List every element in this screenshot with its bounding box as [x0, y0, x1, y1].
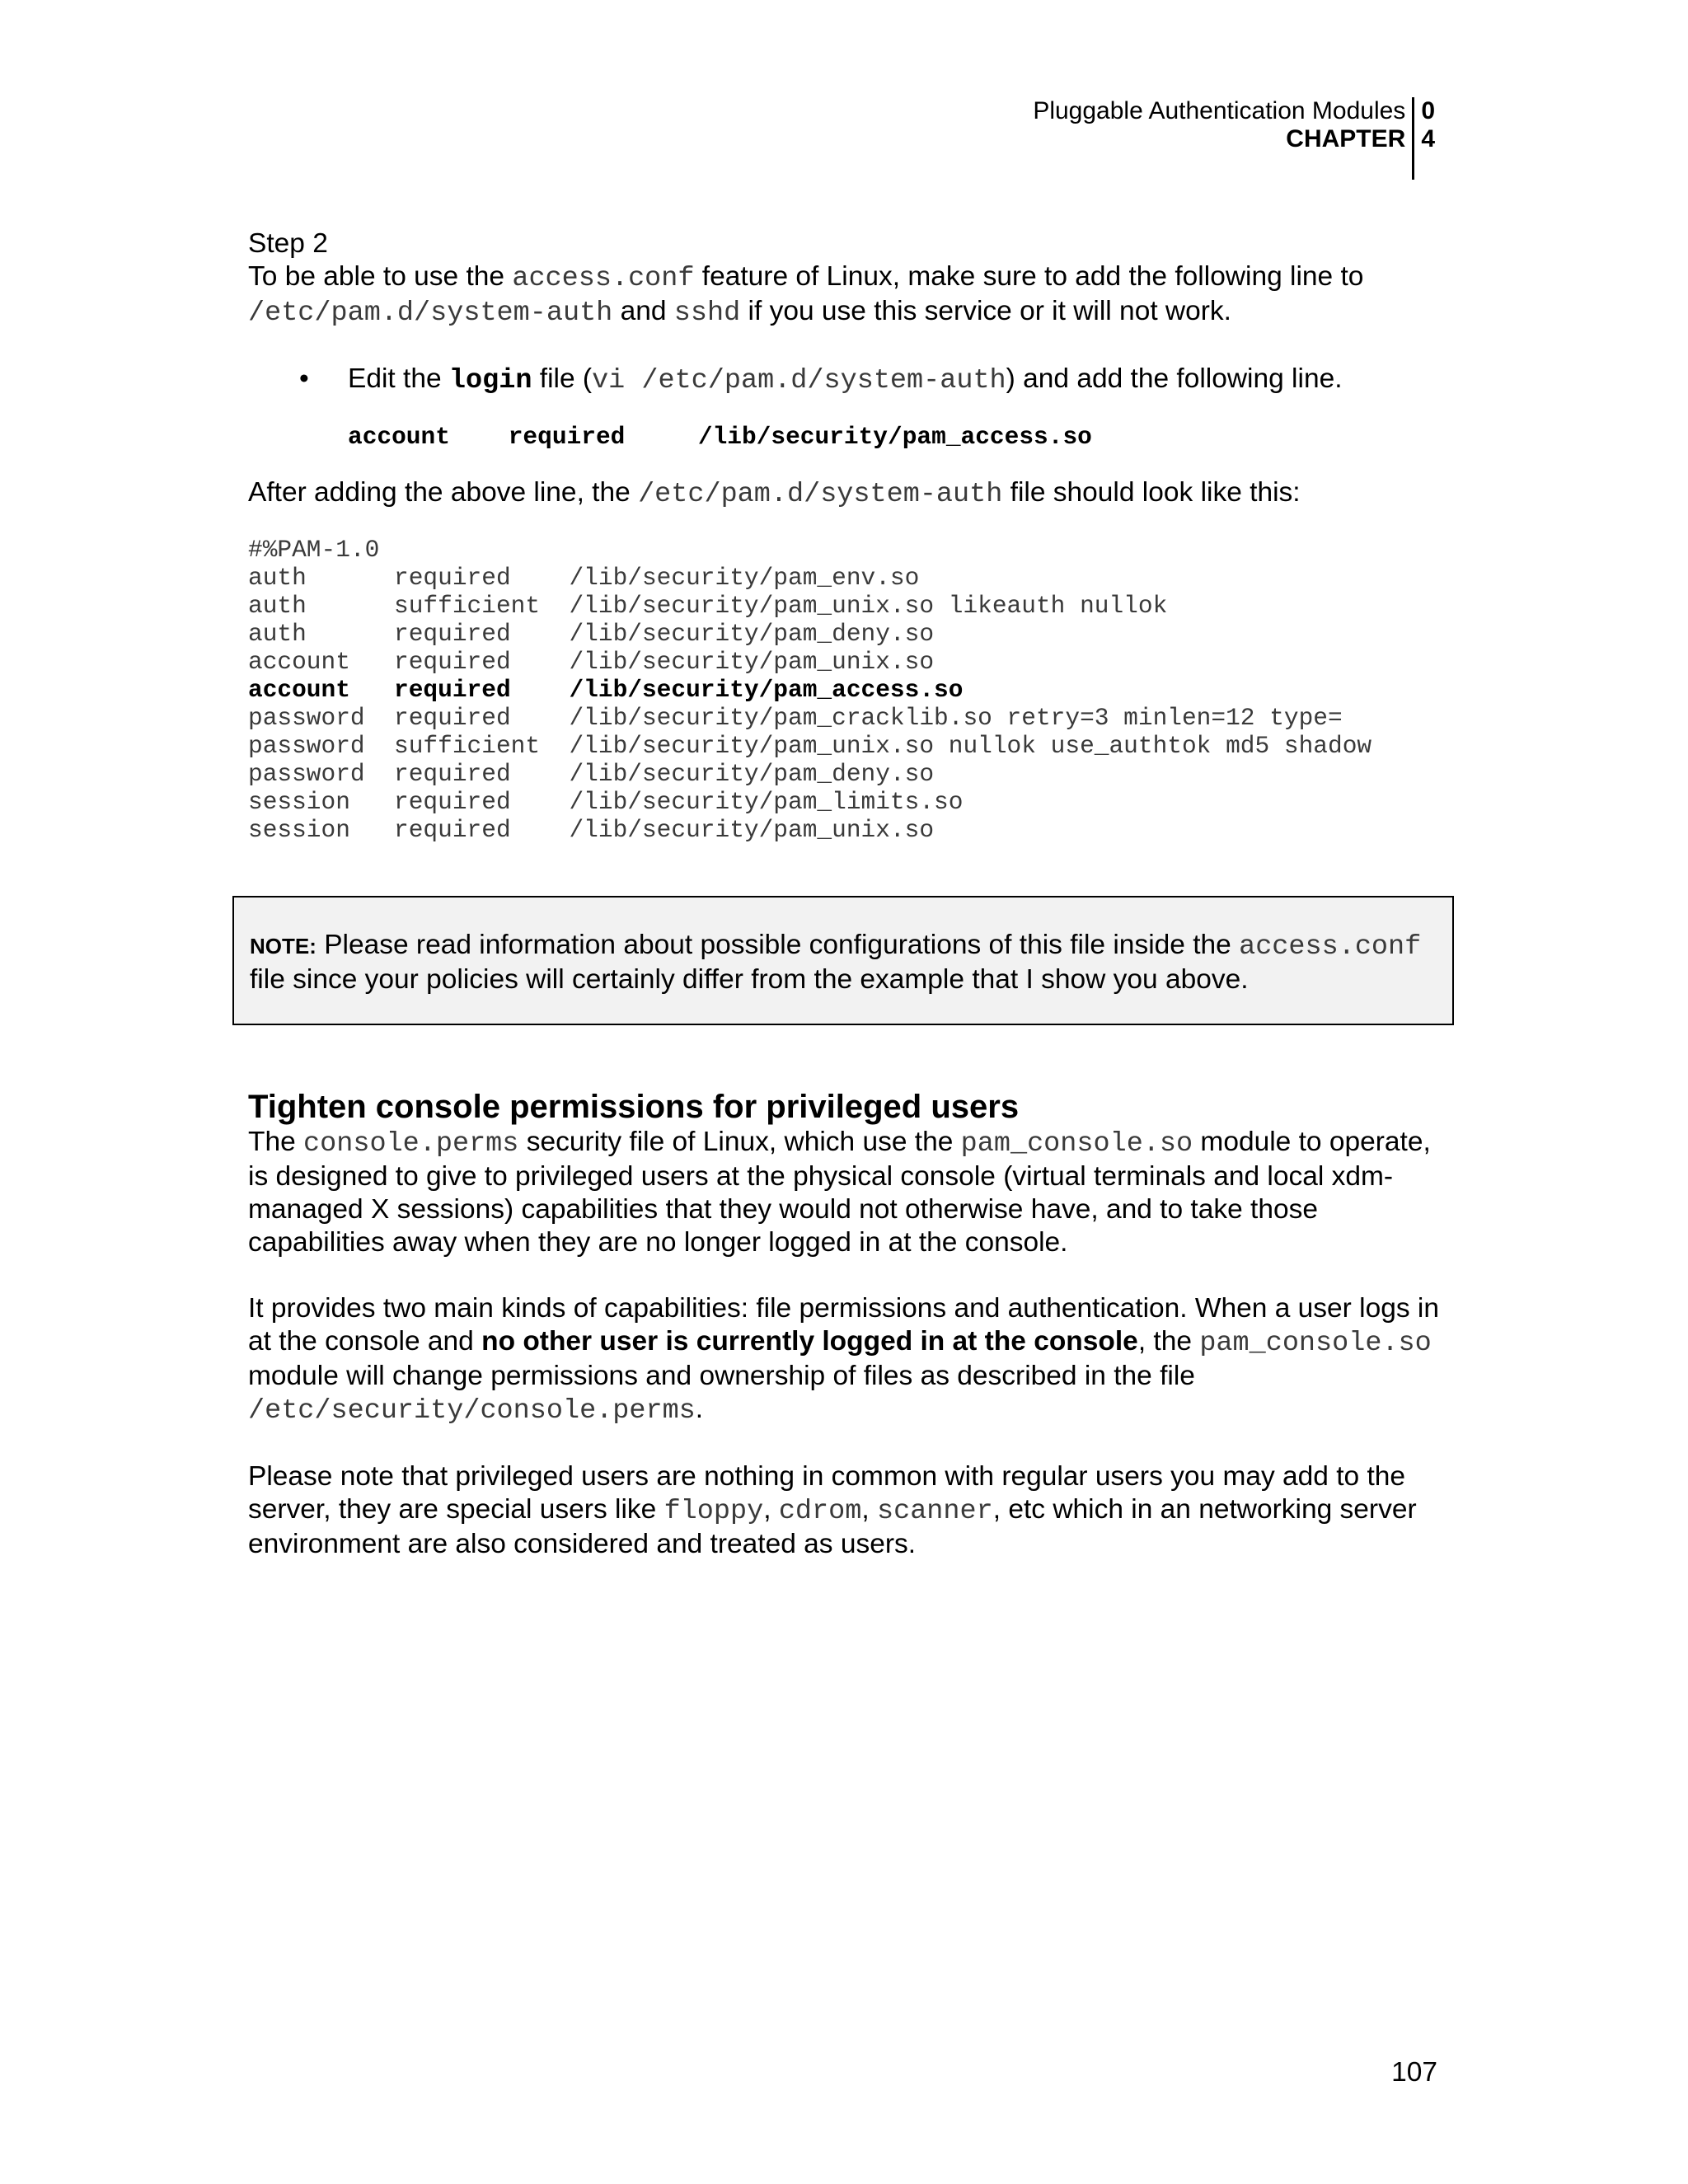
listing-line: password sufficient /lib/security/pam_unix.so nullok use_authtok md5 shadow: [248, 732, 1372, 760]
chapter-digit-2: 4: [1421, 125, 1435, 152]
listing-line: session required /lib/security/pam_limits.so: [248, 788, 964, 816]
after-text: After adding the above line, the /etc/pam.d/system-auth file should look like this:: [248, 477, 1301, 510]
listing-line-highlighted: account required /lib/security/pam_access.so: [248, 676, 964, 704]
bullet-item: [248, 363, 1435, 397]
header-title-block: [1033, 97, 1414, 180]
running-header: [1033, 97, 1435, 180]
section-paragraph-2: It provides two main kinds of capabilities: file permissions and authentication. When a user logs in at the console and no other user is currently logged in at the console, the pam_console.so module will change permissions and ownership of files as described in the file /etc/security/console.perms.: [248, 1293, 1439, 1427]
note-text: NOTE: Please read information about possible configurations of this file inside the access.conf file since your policies will certainly differ from the example that I show you above.: [250, 930, 1422, 995]
console-permissions-section: [248, 1088, 1451, 1561]
step-intro: To be able to use the access.conf feature of Linux, make sure to add the following line to /etc/pam.d/system-auth and sshd if you use this service or it will not work.: [248, 261, 1364, 329]
listing-line: password required /lib/security/pam_deny.so: [248, 760, 935, 788]
bullet-dot: •: [299, 363, 309, 394]
header-chapter-number: [1414, 97, 1435, 180]
listing-line: auth sufficient /lib/security/pam_unix.so likeauth nullok: [248, 592, 1168, 620]
config-code-line: account required /lib/security/pam_access.so: [348, 423, 1092, 451]
header-chapter-label: CHAPTER: [1286, 125, 1406, 152]
step-content: [248, 227, 1435, 844]
listing-line: session required /lib/security/pam_unix.so: [248, 816, 935, 844]
system-auth-listing: [248, 536, 1435, 844]
listing-line: auth required /lib/security/pam_deny.so: [248, 620, 935, 648]
listing-line: #%PAM-1.0: [248, 536, 380, 564]
bullet-text: Edit the login file (vi /etc/pam.d/system-auth) and add the following line.: [348, 363, 1343, 396]
listing-line: password required /lib/security/pam_cracklib.so retry=3 minlen=12 type=: [248, 704, 1343, 732]
page-number: 107: [1391, 2057, 1437, 2088]
chapter-digit-1: 0: [1421, 97, 1435, 124]
note-label: NOTE:: [250, 934, 316, 958]
section-paragraph-3: Please note that privileged users are nothing in common with regular users you may add to the server, they are special users like floppy, cdrom, scanner, etc which in an networking server environment are also considered and treated as users.: [248, 1461, 1417, 1559]
step-label: Step 2: [248, 228, 328, 259]
section-heading: Tighten console permissions for privileged users: [248, 1089, 1020, 1125]
listing-line: account required /lib/security/pam_unix.so: [248, 648, 935, 676]
note-box: [232, 896, 1454, 1025]
header-title: Pluggable Authentication Modules: [1033, 97, 1406, 124]
section-paragraph-1: The console.perms security file of Linux, which use the pam_console.so module to operate, is designed to give to privileged users at the physical console (virtual terminals and local xdm- managed X sessions) capabilities that they would not otherwise have, and to take those capabilities away when they are no longer logged in at the console.: [248, 1127, 1431, 1258]
listing-line: auth required /lib/security/pam_env.so: [248, 564, 920, 592]
